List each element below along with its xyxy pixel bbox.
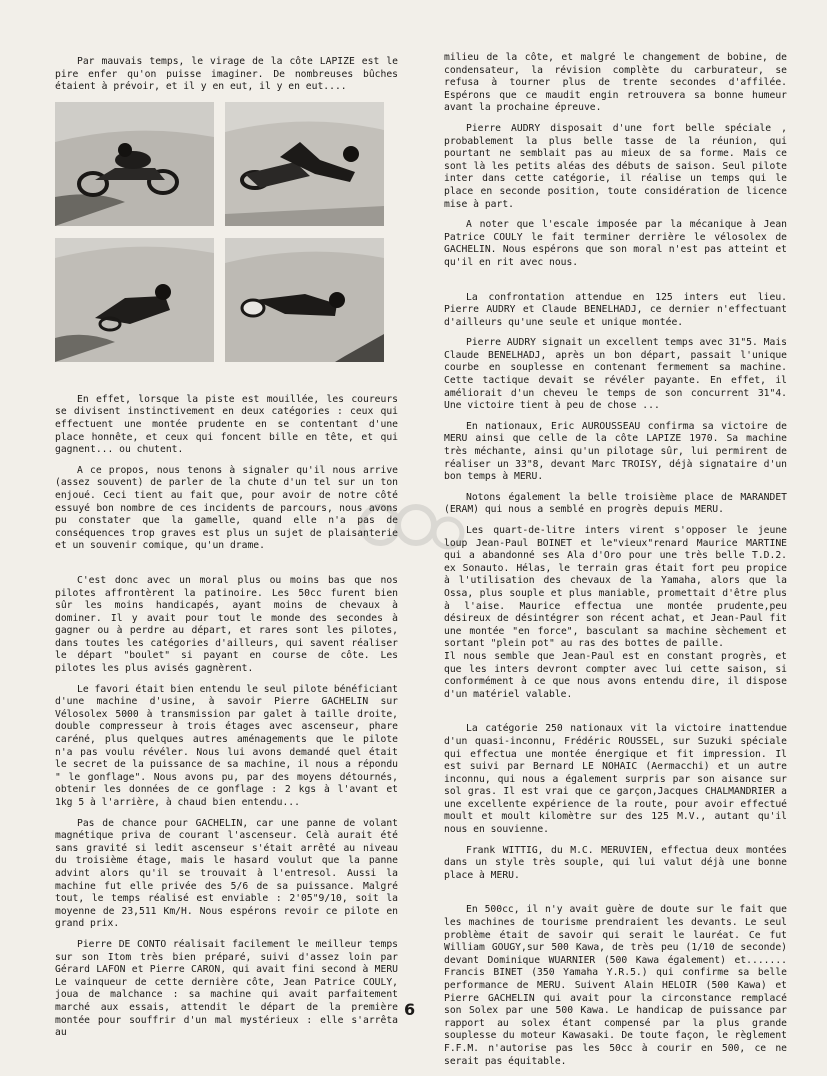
watermark-logo [358,495,468,565]
paragraph: A noter que l'escale imposée par la mécanique à Jean Patrice COULY le fait terminer derrière le vélosolex de GACHELIN. Nous espérons que son moral n'est pas atteint et qu'il en rit avec nous. [444,219,787,268]
paragraph: Pierre AUDRY signait un excellent temps avec 31"5. Mais Claude BENELHADJ, après un bon départ, passait l'unique courbe en souplesse en contenant fermement sa machine. Cette tactique devait se révéler payante. En effet, il améliorait d'un cheveu le temps de son concurrent 31"4. Une victoire tient à peu de chose ... [444,337,787,412]
paragraph: Pierre AUDRY disposait d'une fort belle spéciale , probablement la plus belle tasse de la réunion, qui pourtant ne semblait pas au mieux de sa forme. Mais ce sont là les petits aléas des débuts de saison. Seul pilote inter dans cette catégorie, il réalise un temps qui le place en seconde position, toute considération de licence mise à part. [444,122,787,210]
paragraph: La confrontation attendue en 125 inters eut lieu. Pierre AUDRY et Claude BENELHADJ, ce dernier n'effectuant d'ailleurs qu'une seule et unique montée. [444,291,787,328]
paragraph: Il nous semble que Jean-Paul est en constant progrès, et que les inters devront compter avec lui cette saison, si conformément à ce que nous avons entendu dire, il dispose d'un matériel valable. [444,650,787,700]
paragraph: C'est donc avec un moral plus ou moins bas que nos pilotes affrontèrent la patinoire. Les 50cc furent bien sûr les moins handicapés, ayant moins de chevaux à dominer. Il y avait pour tout le monde des secondes à gagner ou à perdre au départ, et rares sont les pilotes, dans toutes les catégories d'ailleurs, qui savent réaliser le départ "boulet" si payant en course de côte. Les pilotes les plus avisés gagnèrent. [55,574,398,675]
paragraph: Pierre DE CONTO réalisait facilement le meilleur temps sur son Itom très bien préparé, suivi d'assez loin par Gérard LAFON et Pierre CARON, qui avait fini second à MERU Le vainqueur de cette dernière côte, Jean Patrice COULY, joua de malchance : sa machine qui avait parfaitement marché aux essais, attendit le départ de la première montée pour souffrir d'un mal mystérieux : elle s'arrêta au [55,938,398,1039]
paragraph: A ce propos, nous tenons à signaler qu'il nous arrive (assez souvent) de parler de la chute d'un tel sur un ton enjoué. Ceci tient au fait que, pour avoir de notre côté essuyé bon nombre de ces incidents de parcours, nous avons pu constater que la gamelle, quand elle n'a pas de conséquences trop graves est plus un sujet de plaisanterie et un souvenir comique, qu'un drame. [55,464,398,552]
photo-grid [55,102,395,370]
page-number: 6 [404,1000,416,1019]
paragraph: En effet, lorsque la piste est mouillée, les coureurs se divisent instinctivement en deux catégories : ceux qui effectuent une montée prudente en se contentant d'une place honnête, et ceux qui foncent bille en tête, et qui gagnent... ou chutent. [55,393,398,456]
paragraph: Le favori était bien entendu le seul pilote bénéficiant d'une machine d'usine, à savoir Pierre GACHELIN sur Vélosolex 5000 à transmission par galet à taille droite, double compresseur à trois étages avec ascenseur, phare caréné, plus quelques autres aménagements que le pilote n'a pas voulu révéler. Nous lui avons demandé quel était le secret de la puissance de sa machine, il nous a répondu " le gonflage". Nous avons pu, par des moyens détournés, obtenir les données de ce gonflage : 2 kgs à l'avant et 1kg 5 à l'arrière, à chaud bien entendu... [55,683,398,808]
paragraph: Pas de chance pour GACHELIN, car une panne de volant magnétique priva de courant l'ascenseur. Celà aurait été sans gravité si ledit ascenseur s'était arrêté au niveau du troisième étage, mais le hasard voulut que la panne advint alors qu'il se trouvait à l'entresol. Aussi la machine fut elle privée des 5/6 de sa puissance. Malgré tout, le temps réalisé est enviable : 2'05"9/10, soit la moyenne de 23,511 Km/H. Nous espérons revoir ce pilote en grand prix. [55,817,398,930]
right-column [444,52,787,1076]
paragraph: Frank WITTIG, du M.C. MERUVIEN, effectua deux montées dans un style très souple, qui lui valut déjà une bonne place à MERU. [444,844,787,881]
paragraph: En nationaux, Eric AUROUSSEAU confirma sa victoire de MERU ainsi que celle de la côte LAPIZE 1970. Sa machine très méchante, ainsi qu'un pilotage sûr, lui permirent de réaliser un 33"8, devant Marc TROISY, déjà signataire d'un bon temps à MERU. [444,420,787,483]
photo-rider-falling [225,102,384,226]
photo-rider-sliding [55,238,214,362]
paragraph: La catégorie 250 nationaux vit la victoire inattendue d'un quasi-inconnu, Frédéric ROUSSEL, sur Suzuki spéciale qui effectua une montée énergique et fit impression. Il est suivi par Bernard LE NOHAIC (Aermacchi) et un autre inconnu, qui nous a également surpris par son aisance sur sol gras. Il est vrai que ce garçon,Jacques CHALMANDRIER a une excellente expérience de la route, pour avoir effectué moult et moult kilomètre sur des 125 M.V., autant qu'il nous en souvienne. [444,723,787,836]
paragraph: milieu de la côte, et malgré le changement de bobine, de condensateur, la révision complète du carburateur, se refusa à tourner plus de trente secondes d'affilée. Espérons que ce maudit engin retrouvera sa bonne humeur avant la prochaine épreuve. [444,52,787,114]
paragraph: Par mauvais temps, le virage de la côte LAPIZE est le pire enfer qu'on puisse imaginer. De nombreuses bûches étaient à prévoir, et il y en eut, il y en eut.... [55,56,398,93]
paragraph: Notons également la belle troisième place de MARANDET (ERAM) qui nous a semblé en progrès depuis MERU. [444,491,787,516]
paragraph: Les quart-de-litre inters virent s'opposer le jeune loup Jean-Paul BOINET et le"vieux"renard Maurice MARTINE qui a abandonné ses Ala d'Oro pour une très belle T.D.2. ex Sonauto. Hélas, le terrain gras était fort peu propice à l'utilisation des chevaux de la Yamaha, alors que la Ossa, plus souple et plus maniable, promettait d'être plus à l'aise. Maurice effectua une montée prudente,peu désireux de désintégrer son récent achat, et Jean-Paul fit une montée "en force", basculant sa machine sèchement et sortant "plein pot" au ras des bottes de paille. [444,525,787,650]
photo-rider-cornering [55,102,214,226]
paragraph: En 500cc, il n'y avait guère de doute sur le fait que les machines de tourisme prendraient les devants. Le seul problème était de savoir qui serait le lauréat. Ce fut William GOUGY,sur 500 Kawa, de très peu (1/10 de seconde) devant Dominique WUARNIER (500 Kawa également) et....... Francis BINET (350 Yamaha Y.R.5.) qui confirme sa belle performance de MERU. Suivent Alain HELOIR (500 Kawa) et Pierre GACHELIN qui avait pour la circonstance remplacé son Solex par une 500 Kawa. Le handicap de puissance par rapport au solex étant compensé par la plus grande souplesse du moteur Kawasaki. De toute façon, le règlement F.F.M. n'autorise pas les 50cc à courir en 500, ce ne serait pas équitable. [444,904,787,1067]
photo-rider-down [225,238,384,362]
left-column [55,56,398,1048]
